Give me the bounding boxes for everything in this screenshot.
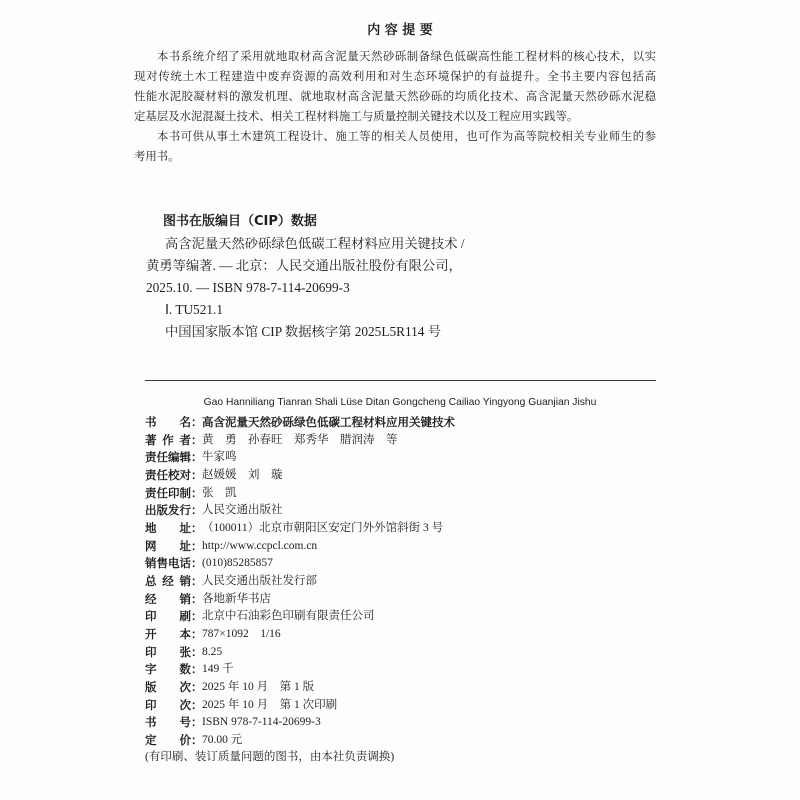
colophon-value: (010)85285857 (202, 557, 273, 570)
summary-line: 定基层及水泥混凝土技术、相关工程材料施工与质量控制关键技术以及工程应用实践等。 (134, 111, 579, 123)
colophon-label: 定 价： (145, 732, 203, 747)
colophon-value: 787×1092 1/16 (202, 627, 281, 640)
colophon-value: 赵媛媛 刘 璇 (202, 468, 283, 481)
colophon-value: 张 凯 (202, 486, 237, 499)
row-book-title (145, 414, 665, 432)
colophon-label: 书 名： (145, 415, 203, 429)
cip-line: Ⅰ. TU521.1 (165, 302, 223, 317)
summary-line: 现对传统土木工程建造中废弃资源的高效利用和对生态环境保护的有益提升。全书主要内容包括高 (134, 71, 656, 83)
row-print-manager (145, 485, 665, 503)
colophon-value: 高含泥量天然砂砾绿色低碳工程材料应用关键技术 (202, 415, 455, 429)
row-general-distributor (145, 573, 665, 591)
row-edition (145, 679, 665, 697)
cip-data (146, 211, 656, 343)
colophon-label: 出版发行： (145, 503, 203, 518)
row-word-count (145, 661, 665, 679)
colophon-value: 黄 勇 孙春旺 郑秀华 腊润涛 等 (202, 433, 398, 446)
colophon-label: 开 本： (145, 626, 203, 641)
colophon-label: 经 销： (145, 591, 203, 606)
summary-line: 本书可供从事土木建筑工程设计、施工等的相关人员使用，也可作为高等院校相关专业师生的参 (157, 131, 656, 143)
colophon-value: 2025 年 10 月 第 1 版 (202, 680, 315, 693)
row-price (145, 732, 665, 750)
colophon-label: 责任校对： (145, 467, 203, 482)
summary-line: 性能水泥胶凝材料的激发机理、就地取材高含泥量天然砂砾的均质化技术、高含泥量天然砂砾水泥稳 (134, 91, 656, 103)
colophon-label: 责任印制： (145, 485, 203, 500)
colophon-label: 著 作 者： (145, 432, 203, 447)
colophon-label: 书 号： (145, 715, 203, 730)
colophon-label: 销售电话： (145, 556, 203, 571)
row-distributor (145, 591, 665, 609)
row-website (145, 538, 665, 556)
row-printed-sheets (145, 644, 665, 662)
colophon (145, 414, 665, 767)
pinyin-title: Gao Hanniliang Tianran Shali Lüse Ditan Gongcheng Cailiao Yingyong Guanjian Jishu (203, 397, 597, 408)
cip-line: 黄勇等编著. — 北京：人民交通出版社股份有限公司， (146, 258, 462, 273)
cip-line: 中国国家版本馆 CIP 数据核字第 2025L5R114 号 (165, 324, 442, 339)
row-editor (145, 449, 665, 467)
row-publisher (145, 502, 665, 520)
colophon-value: 牛家鸣 (202, 451, 237, 464)
colophon-label: 地 址： (145, 520, 203, 535)
colophon-value: 8.25 (202, 645, 223, 658)
colophon-value: http://www.ccpcl.com.cn (202, 539, 318, 552)
colophon-label: 版 次： (145, 679, 203, 694)
replacement-note: (有印刷、装订质量问题的图书，由本社负责调换) (145, 751, 395, 764)
row-printer (145, 608, 665, 626)
colophon-value: （100011）北京市朝阳区安定门外外馆斜街 3 号 (202, 521, 444, 534)
row-printing (145, 697, 665, 715)
row-sales-phone (145, 555, 665, 573)
colophon-label: 印 张： (145, 644, 203, 659)
colophon-value: 2025 年 10 月 第 1 次印刷 (202, 698, 338, 711)
colophon-label: 责任编辑： (145, 450, 203, 465)
summary-line: 本书系统介绍了采用就地取材高含泥量天然砂砾制备绿色低碳高性能工程材料的核心技术，以实 (157, 51, 656, 63)
colophon-value: ISBN 978-7-114-20699-3 (202, 716, 321, 729)
colophon-label: 字 数： (145, 662, 203, 677)
divider (145, 380, 656, 381)
colophon-value: 人民交通出版社 (202, 504, 283, 517)
row-proofreader (145, 467, 665, 485)
colophon-label: 印 次： (145, 697, 203, 712)
summary-text (134, 47, 656, 167)
row-format (145, 626, 665, 644)
colophon-value: 人民交通出版社发行部 (202, 574, 317, 587)
row-authors (145, 432, 665, 450)
row-isbn (145, 714, 665, 732)
cip-heading: 图书在版编目（CIP）数据 (163, 214, 317, 229)
colophon-value: 各地新华书店 (202, 592, 271, 605)
colophon-label: 印 刷： (145, 609, 203, 624)
colophon-value: 70.00 元 (202, 733, 243, 746)
colophon-value: 北京中石油彩色印刷有限责任公司 (202, 610, 375, 623)
summary-line: 考用书。 (134, 151, 180, 163)
summary-heading: 内 容 提 要 (367, 23, 433, 38)
colophon-value: 149 千 (202, 663, 234, 676)
colophon-label: 总 经 销： (145, 573, 203, 588)
cip-line: 高含泥量天然砂砾绿色低碳工程材料应用关键技术 / (165, 236, 465, 251)
cip-line: 2025.10. — ISBN 978-7-114-20699-3 (146, 280, 350, 295)
row-address (145, 520, 665, 538)
colophon-label: 网 址： (145, 538, 203, 553)
